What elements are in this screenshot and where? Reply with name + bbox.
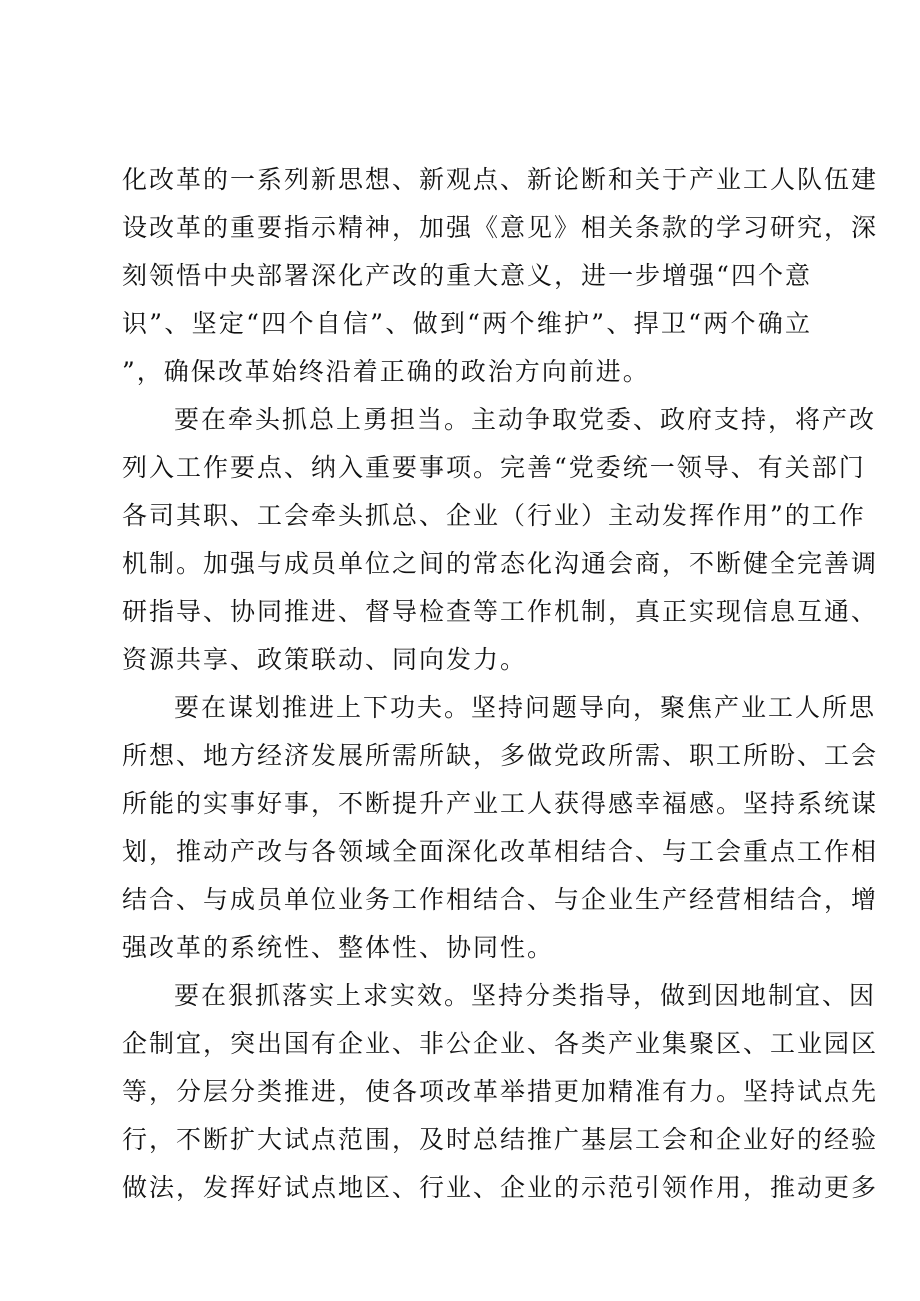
text-line: 要在牵头抓总上勇担当。主动争取党委、政府支持，将产改 bbox=[174, 405, 877, 434]
text-line: 所想、地方经济发展所需所缺，多做党政所需、职工所盼、工会 bbox=[122, 741, 879, 770]
text-line: 研指导、协同推进、督导检查等工作机制，真正实现信息互通、 bbox=[122, 597, 879, 626]
text-line: 行，不断扩大试点范围，及时总结推广基层工会和企业好的经验 bbox=[122, 1125, 879, 1154]
text-line: 要在谋划推进上下功夫。坚持问题导向，聚焦产业工人所思 bbox=[174, 693, 877, 722]
text-line: 做法，发挥好试点地区、行业、企业的示范引领作用，推动更多 bbox=[122, 1173, 879, 1202]
text-line: 划，推动产改与各领域全面深化改革相结合、与工会重点工作相 bbox=[122, 837, 879, 866]
document-body bbox=[122, 156, 879, 1212]
text-line: ”，确保改革始终沿着正确的政治方向前进。 bbox=[122, 357, 650, 386]
text-line: 要在狠抓落实上求实效。坚持分类指导，做到因地制宜、因 bbox=[174, 981, 877, 1010]
text-line: 列入工作要点、纳入重要事项。完善“党委统一领导、有关部门 bbox=[122, 453, 866, 482]
paragraph bbox=[122, 972, 879, 1212]
text-line: 企制宜，突出国有企业、非公企业、各类产业集聚区、工业园区 bbox=[122, 1029, 879, 1058]
text-line: 识”、坚定“四个自信”、做到“两个维护”、捍卫“两个确立 bbox=[122, 309, 812, 338]
text-line: 刻领悟中央部署深化产改的重大意义，进一步增强“四个意 bbox=[122, 261, 812, 290]
text-line: 结合、与成员单位业务工作相结合、与企业生产经营相结合，增 bbox=[122, 885, 879, 914]
text-line: 机制。加强与成员单位之间的常态化沟通会商，不断健全完善调 bbox=[122, 549, 879, 578]
text-line: 设改革的重要指示精神，加强《意见》相关条款的学习研究，深 bbox=[122, 213, 879, 242]
text-line: 各司其职、工会牵头抓总、企业（行业）主动发挥作用”的工作 bbox=[122, 501, 866, 530]
text-line: 资源共享、政策联动、同向发力。 bbox=[122, 645, 528, 674]
text-line: 强改革的系统性、整体性、协同性。 bbox=[122, 933, 555, 962]
paragraph bbox=[122, 156, 879, 396]
paragraph bbox=[122, 684, 879, 972]
paragraph bbox=[122, 396, 879, 684]
text-line: 化改革的一系列新思想、新观点、新论断和关于产业工人队伍建 bbox=[122, 165, 879, 194]
text-line: 所能的实事好事，不断提升产业工人获得感幸福感。坚持系统谋 bbox=[122, 789, 879, 818]
text-line: 等，分层分类推进，使各项改革举措更加精准有力。坚持试点先 bbox=[122, 1077, 879, 1106]
